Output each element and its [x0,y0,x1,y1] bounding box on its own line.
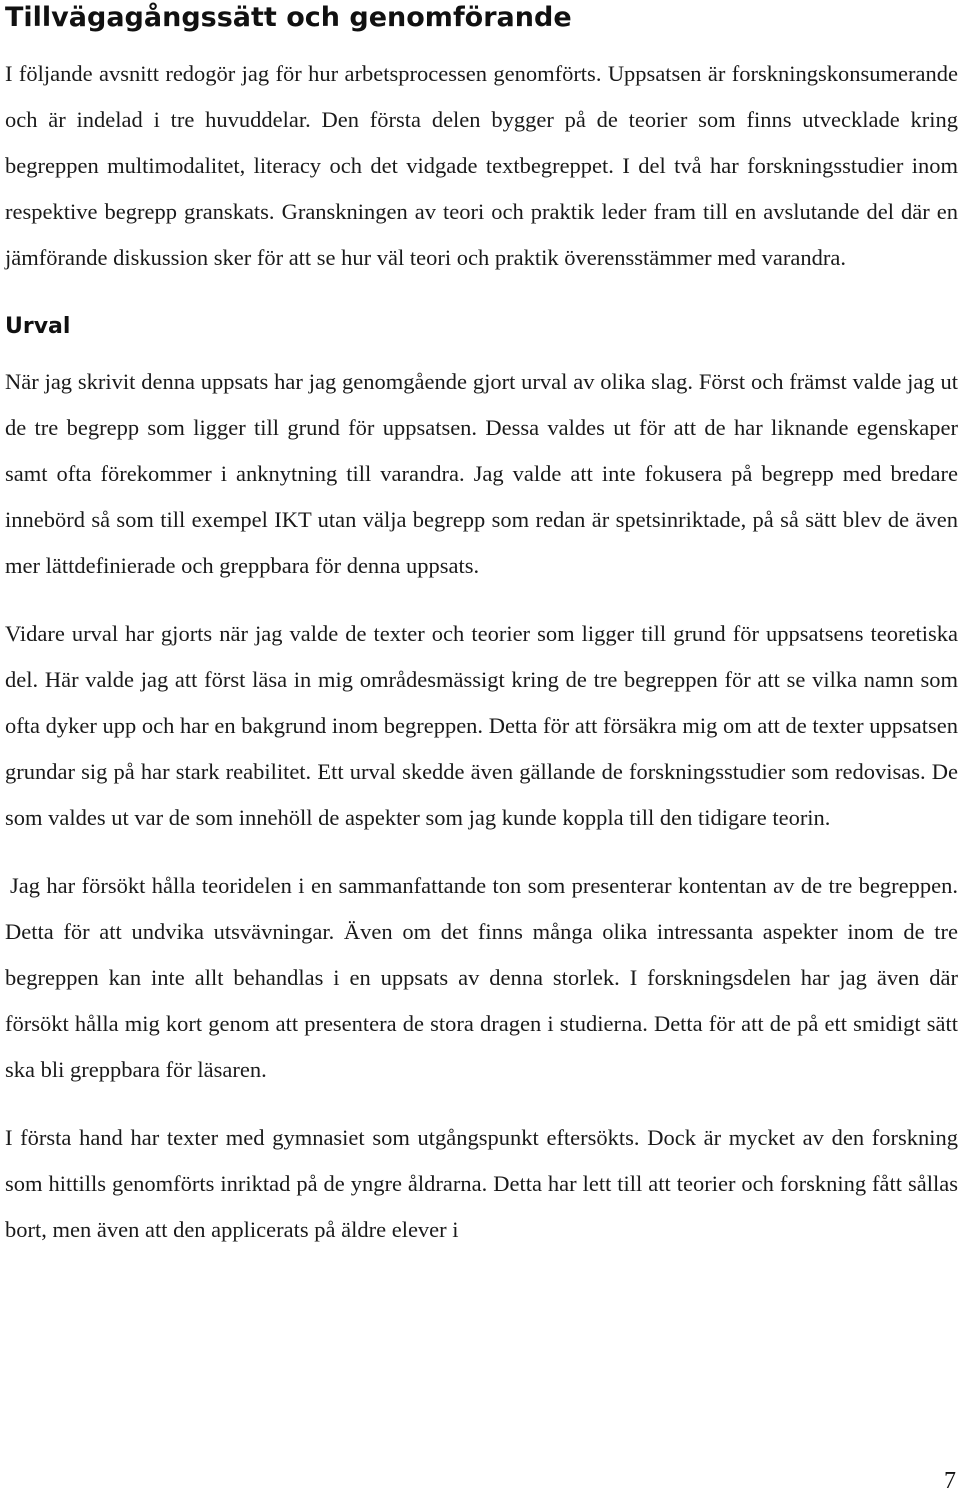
body-paragraph-text: Jag har försökt hålla teoridelen i en sammanfattande ton som presenterar kontentan av de tre begreppen. Detta för att undvika utsvävningar. Även om det finns många olika intressanta aspekter inom de tre begreppen kan inte allt behandlas i en uppsats av denna storlek. I forskningsdelen har jag även där försökt hålla mig kort genom att presentera de stora dragen i studierna. Detta för att de på ett smidigt sätt ska bli greppbara för läsaren. [5,873,958,1082]
document-page [5,0,958,1253]
subsection-heading: Urval [5,314,71,339]
page-number: 7 [944,1468,956,1494]
body-paragraph: I första hand har texter med gymnasiet som utgångspunkt eftersökts. Dock är mycket av den forskning som hittills genomförts inriktad på de yngre åldrarna. Detta har lett till att teorier och forskning fått sållas bort, men även att den applicerats på äldre elever i [5,1125,958,1242]
section-heading: Tillvägagångssätt och genomförande [5,2,572,33]
body-paragraph: Vidare urval har gjorts när jag valde de texter och teorier som ligger till grund för uppsatsens teoretiska del. Här valde jag att först läsa in mig områdesmässigt kring de tre begreppen för att se vilka namn som ofta dyker upp och har en bakgrund inom begreppen. Detta för att försäkra mig om att de texter uppsatsen grundar sig på har stark reabilitet. Ett urval skedde även gällande de forskningsstudier som redovisas. De som valdes ut var de som innehöll de aspekter som jag kunde koppla till den tidigare teorin. [5,621,958,830]
body-paragraph: I följande avsnitt redogör jag för hur arbetsprocessen genomförts. Uppsatsen är forskningskonsumerande och är indelad i tre huvuddelar. Den första delen bygger på de teorier som finns utvecklade kring begreppen multimodalitet, literacy och det vidgade textbegreppet. I del två har forskningsstudier inom respektive begrepp granskats. Granskningen av teori och praktik leder fram till en avslutande del där en jämförande diskussion sker för att se hur väl teori och praktik överensstämmer med varandra. [5,61,958,270]
body-paragraph [5,863,958,1093]
body-paragraph: När jag skrivit denna uppsats har jag genomgående gjort urval av olika slag. Först och främst valde jag ut de tre begrepp som ligger till grund för uppsatsen. Dessa valdes ut för att de har liknande egenskaper samt ofta förekommer i anknytning till varandra. Jag valde att inte fokusera på begrepp med bredare innebörd så som till exempel IKT utan välja begrepp som redan är spetsinriktade, på så sätt blev de även mer lättdefinierade och greppbara för denna uppsats. [5,369,958,578]
